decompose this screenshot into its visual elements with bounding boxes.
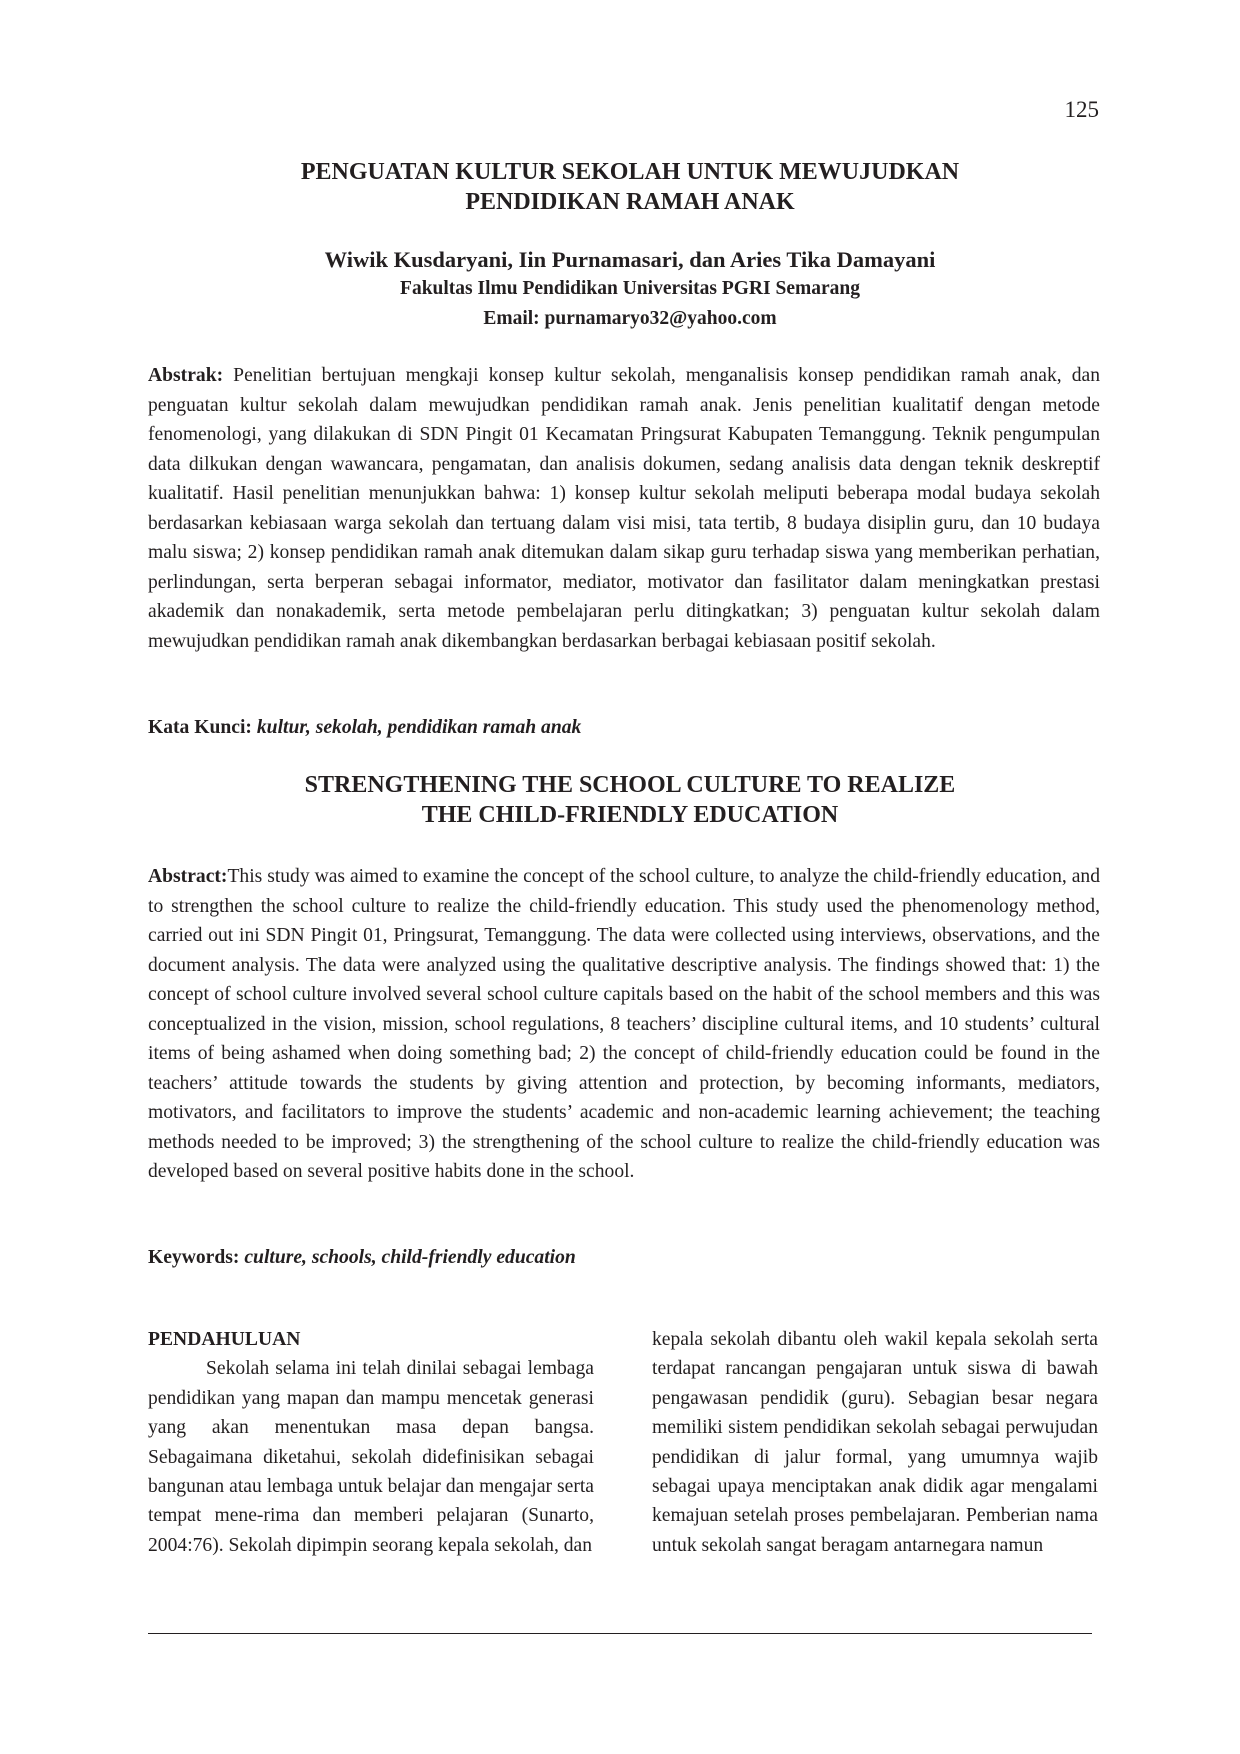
body-column-right [652,1325,1098,1560]
article-title-english [150,770,1110,830]
keywords-en-label: Keywords: [148,1247,240,1268]
article-title-indonesian [150,157,1110,217]
title-line-2: PENDIDIKAN RAMAH ANAK [465,189,795,215]
section-heading: PENDAHULUAN [148,1329,301,1350]
abstract-english [148,862,1100,1187]
keywords-values: kultur, sekolah, pendidikan ramah anak [256,717,582,738]
abstract-en-label: Abstract: [148,866,228,887]
affiliation: Fakultas Ilmu Pendidikan Universitas PGRI Semarang [400,278,860,299]
paragraph-left: Sekolah selama ini telah dinilai sebagai lembaga pendidikan yang mapan dan mampu mencetak generasi yang akan menentukan masa depan bangsa. Sebagaimana diketahui, sekolah didefinisikan sebagai bangunan atau lembaga untuk belajar dan mengajar serta tempat mene-rima dan memberi pelajaran (Sunarto, 2004:76). Sekolah dipimpin seorang kepala sekolah, dan [148,1358,594,1556]
keywords-english [148,1244,1100,1272]
title-en-line-2: THE CHILD-FRIENDLY EDUCATION [421,802,839,828]
abstract-indonesian [148,361,1100,656]
authors: Wiwik Kusdaryani, Iin Purnamasari, dan Aries Tika Damayani [324,247,936,272]
abstract-en-text: This study was aimed to examine the concept of the school culture, to analyze the child-friendly education, and to strengthen the school culture to realize the child-friendly education. This study used the phenomenology method, carried out ini SDN Pingit 01, Pringsurat, Temanggung. The data were collected using interviews, observations, and the document analysis. The data were analyzed using the qualitative descriptive analysis. The findings showed that: 1) the concept of school culture involved several school culture capitals based on the habit of the school members and this was conceptualized in the vision, mission, school regulations, 8 teachers’ discipline cultural items, and 10 students’ cultural items of being ashamed when doing something bad; 2) the concept of child-friendly education could be found in the teachers’ attitude towards the students by giving attention and protection, by becoming informants, mediators, motivators, and facilitators to improve the students’ academic and non-academic learning achievement; the teaching methods needed to be improved; 3) the strengthening of the school culture to realize the child-friendly education was developed based on several positive habits done in the school. [148,866,1100,1182]
email: Email: purnamaryo32@yahoo.com [483,308,777,329]
body-column-left [148,1325,594,1560]
page-number: 125 [1064,97,1099,122]
title-en-line-1: STRENGTHENING THE SCHOOL CULTURE TO REALIZE [304,772,956,798]
footer-rule [148,1633,1092,1634]
keywords-en-values: culture, schools, child-friendly education [244,1247,576,1268]
keywords-indonesian [148,714,1100,742]
abstract-label: Abstrak: [148,365,224,386]
keywords-label: Kata Kunci: [148,717,252,738]
paragraph-right: kepala sekolah dibantu oleh wakil kepala sekolah serta terdapat rancangan pengajaran untuk siswa di bawah pengawasan pendidik (guru). Sebagian besar negara memiliki sistem pendidikan sekolah sebagai perwujudan pendidikan di jalur formal, yang umumnya wajib sebagai upaya menciptakan anak didik agar mengalami kemajuan setelah proses pembelajaran. Pemberian nama untuk sekolah sangat beragam antarnegara namun [652,1329,1098,1556]
abstract-text: Penelitian bertujuan mengkaji konsep kultur sekolah, menganalisis konsep pendidikan ramah anak, dan penguatan kultur sekolah dalam mewujudkan pendidikan ramah anak. Jenis penelitian kualitatif dengan metode fenomenologi, yang dilakukan di SDN Pingit 01 Kecamatan Pringsurat Kabupaten Temanggung. Teknik pengumpulan data dilkukan dengan wawancara, pengamatan, dan analisis dokumen, sedang analisis data dengan teknik deskreptif kualitatif. Hasil penelitian menunjukkan bahwa: 1) konsep kultur sekolah meliputi beberapa modal budaya sekolah berdasarkan kebiasaan warga sekolah dan tertuang dalam visi misi, tata tertib, 8 budaya disiplin guru, dan 10 budaya malu siswa; 2) konsep pendidikan ramah anak ditemukan dalam sikap guru terhadap siswa yang memberikan perhatian, perlindungan, serta berperan sebagai informator, mediator, motivator dan fasilitator dalam meningkatkan prestasi akademik dan nonakademik, serta metode pembelajaran perlu ditingkatkan; 3) penguatan kultur sekolah dalam mewujudkan pendidikan ramah anak dikembangkan berdasarkan berbagai kebiasaan positif sekolah. [148,365,1100,652]
title-line-1: PENGUATAN KULTUR SEKOLAH UNTUK MEWUJUDKAN [300,159,960,185]
